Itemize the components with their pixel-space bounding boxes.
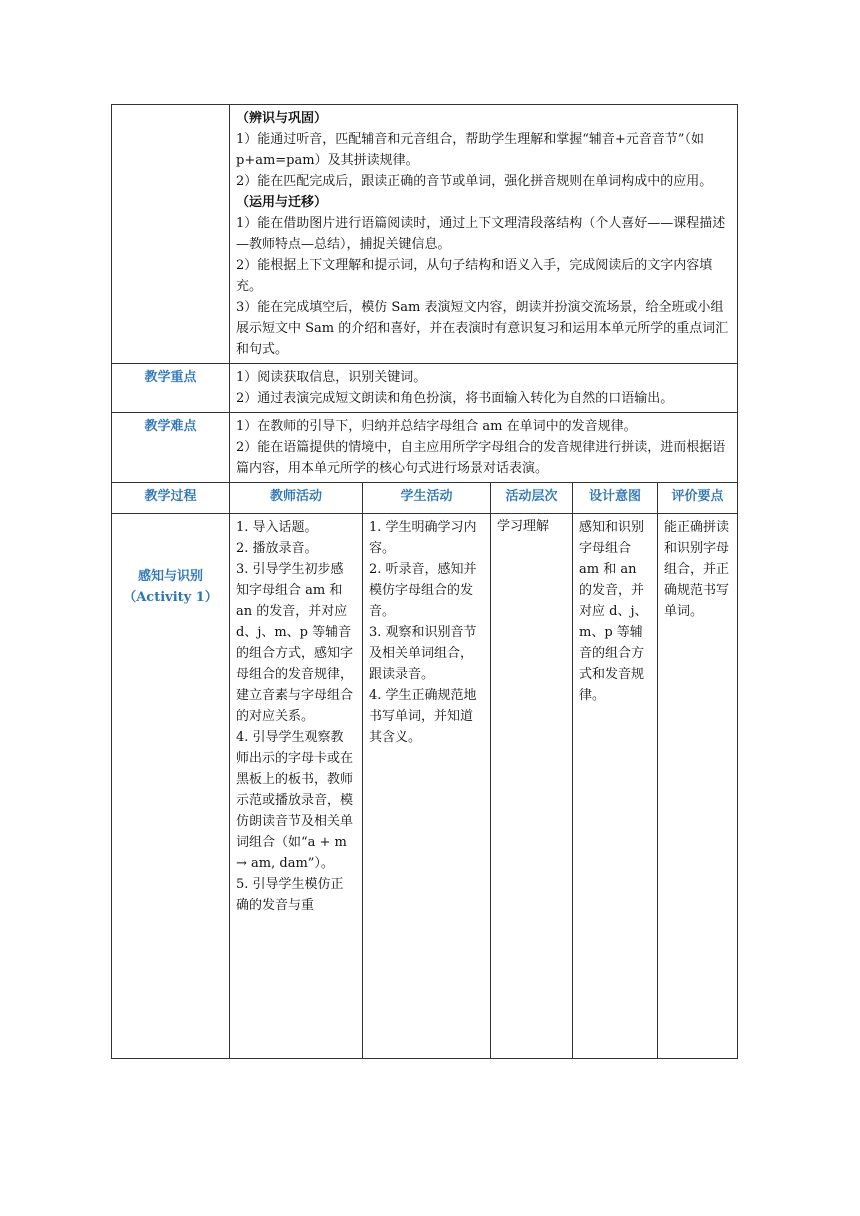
header-student-activity: 学生活动 — [363, 483, 491, 514]
teacher-activity-cell — [230, 514, 363, 1059]
objective-item: 2）能根据上下文理解和提示词，从句子结构和语义入手，完成阅读后的文字内容填充。 — [236, 258, 713, 294]
activity1-stage-cell — [112, 514, 230, 1059]
activity-level-cell — [491, 514, 573, 1059]
evaluation-points: 能正确拼读和识别字母组合，并正确规范书写单词。 — [664, 520, 730, 619]
difficulty-item: 2）能在语篇提供的情境中，自主应用所学字母组合的发音规律进行拼读，进而根据语篇内容，用本单元所学的核心句式进行场景对话表演。 — [236, 440, 726, 476]
header-teacher-activity: 教师活动 — [230, 483, 363, 514]
section-heading-recognition: （辨识与巩固） — [236, 111, 328, 126]
objectives-cell — [230, 105, 738, 364]
key-points-label: 教学重点 — [112, 364, 230, 413]
header-teaching-process: 教学过程 — [112, 483, 230, 514]
difficulties-label: 教学难点 — [112, 413, 230, 483]
student-step: 1. 学生明确学习内容。 — [369, 520, 477, 556]
difficulty-item: 1）在教师的引导下，归纳并总结字母组合 am 在单词中的发音规律。 — [236, 419, 637, 434]
objectives-row — [112, 105, 738, 364]
stage-subtitle: （Activity 1） — [123, 590, 218, 605]
key-point-item: 2）通过表演完成短文朗读和角色扮演，将书面输入转化为自然的口语输出。 — [236, 391, 674, 406]
stage-name: 感知与识别 — [137, 569, 203, 584]
design-intent-cell — [573, 514, 658, 1059]
header-design-intent: 设计意图 — [573, 483, 658, 514]
teacher-step: 3. 引导学生初步感知字母组合 am 和 an 的发音，并对应 d、j、m、p 等辅音的组合方式，感知字母组合的发音规律，建立音素与字母组合的对应关系。 — [236, 562, 354, 724]
teacher-step: 5. 引导学生模仿正确的发音与重 — [236, 877, 344, 913]
key-point-item: 1）阅读获取信息，识别关键词。 — [236, 370, 427, 385]
objective-item: 1）能通过听音，匹配辅音和元音组合，帮助学生理解和掌握“辅音+元音音节”（如 p+am=pam）及其拼读规律。 — [236, 132, 704, 168]
section-heading-application: （运用与迁移） — [236, 195, 328, 210]
objective-item: 2）能在匹配完成后，跟读正确的音节或单词，强化拼音规则在单词构成中的应用。 — [236, 174, 713, 189]
teacher-step: 2. 播放录音。 — [236, 541, 318, 556]
header-evaluation: 评价要点 — [658, 483, 738, 514]
teacher-step: 4. 引导学生观察教师出示的字母卡或在黑板上的板书，教师示范或播放录音，模仿朗读音节及相关单词组合（如“a + m → am, dam”）。 — [236, 730, 354, 871]
objective-item: 1）能在借助图片进行语篇阅读时，通过上下文理清段落结构（个人喜好——课程描述—教师特点—总结），捕捉关键信息。 — [236, 216, 726, 252]
student-activity-cell — [363, 514, 491, 1059]
objectives-label-cell — [112, 105, 230, 364]
teacher-step: 1. 导入话题。 — [236, 520, 318, 535]
design-intent: 感知和识别字母组合 am 和 an 的发音，并对应 d、j、m、p 等辅音的组合方式和发音规律。 — [579, 520, 648, 703]
header-activity-level: 活动层次 — [491, 483, 573, 514]
evaluation-cell — [658, 514, 738, 1059]
student-step: 3. 观察和识别音节及相关单词组合，跟读录音。 — [369, 625, 477, 682]
activity1-row — [112, 514, 738, 1059]
student-step: 2. 听录音，感知并模仿字母组合的发音。 — [369, 562, 477, 619]
student-step: 4. 学生正确规范地书写单词，并知道其含义。 — [369, 688, 477, 745]
key-points-cell — [230, 364, 738, 413]
lesson-plan-table — [111, 104, 738, 1059]
difficulties-row — [112, 413, 738, 483]
process-header-row — [112, 483, 738, 514]
activity-level: 学习理解 — [497, 519, 550, 534]
key-points-row — [112, 364, 738, 413]
difficulties-cell — [230, 413, 738, 483]
objective-item: 3）能在完成填空后，模仿 Sam 表演短文内容，朗读并扮演交流场景，给全班或小组展示短文中 Sam 的介绍和喜好，并在表演时有意识复习和运用本单元所学的重点词汇和句式。 — [236, 300, 729, 357]
